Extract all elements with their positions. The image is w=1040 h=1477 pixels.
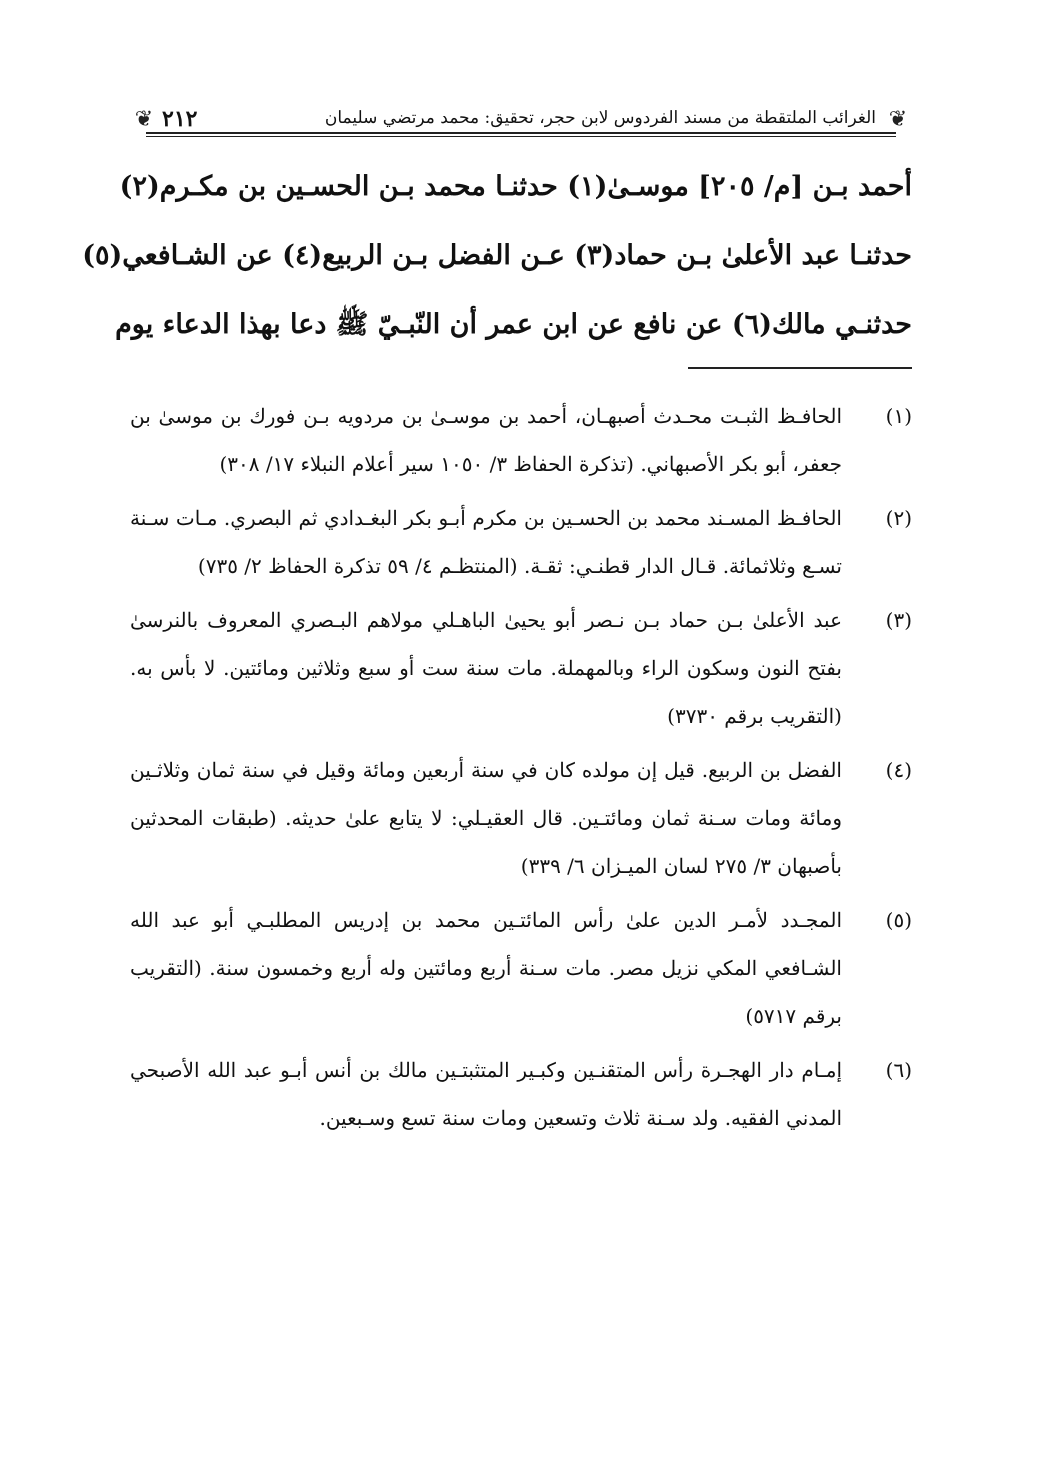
- footnote-text: الحافـظ المسـند محمد بن الحسـين بن مكرم أبـو بكر البغـدادي ثم البصري. مـات سـنة تسـع وثلاثمائة. قـال الدار قطنـي: ثقـة. (المنتظـم ٤/ ٥٩ تذكرة الحفاظ ٢/ ٧٣٥): [130, 506, 842, 578]
- footnote-divider: [688, 367, 912, 369]
- running-title: الغرائب الملتقطة من مسند الفردوس لابن حجر، تحقيق: محمد مرتضي سليمان: [324, 108, 876, 128]
- footnote-text: المجـدد لأمـر الدين علىٰ رأس المائتـين محمد بن إدريس المطلبـي أبو عبد الله الشـافعي المكي نزيل مصر. مات سـنة أربع ومائتين وله أربع وخمسون سنة. (التقريب برقم ٥٧١٧): [130, 908, 842, 1028]
- footnote-number: (٦): [885, 1058, 912, 1082]
- footnote-text: الحافـظ الثبـت محـدث أصبهـان، أحمد بن موسـىٰ بن مردويه بـن فورك بن موسىٰ بن جعفر، أبو بكر الأصبهاني. (تذكرة الحفاظ ٣/ ١٠٥٠ سير أعلام النبلاء ١٧/ ٣٠٨): [130, 404, 842, 476]
- running-header: [130, 102, 912, 140]
- footnote: [130, 494, 912, 590]
- footnote-number: (٤): [885, 758, 912, 782]
- footnote: [130, 596, 912, 740]
- main-text: [82, 152, 912, 359]
- floral-ornament-icon: ❦: [888, 107, 908, 132]
- footnote: [130, 896, 912, 1040]
- main-text-line: حدثنـا عبد الأعلىٰ بـن حماد(٣) عـن الفضل بـن الربيع(٤) عن الشـافعي(٥): [82, 240, 912, 271]
- footnotes: [130, 392, 912, 1148]
- main-text-line: أحمد بـن [م/ ٢٠٥] موسـىٰ(١) حدثنـا محمد بـن الحسـين بن مكـرم(٢): [119, 171, 912, 202]
- header-rule-thin: [146, 136, 896, 137]
- header-rule: [146, 132, 896, 134]
- floral-ornament-icon: ❦: [134, 107, 154, 132]
- footnote-text: عبد الأعلىٰ بـن حماد بـن نـصر أبو يحيىٰ الباهـلي مولاهم البـصري المعروف بالنرسىٰ بفتح النون وسكون الراء وبالمهملة. مات سنة ست أو سبع وثلاثين ومائتين. لا بأس به. (التقريب برقم ٣٧٣٠): [130, 608, 842, 728]
- footnote: [130, 1046, 912, 1142]
- page-number: ٢١٢: [162, 106, 198, 132]
- footnote-text: إمـام دار الهجـرة رأس المتقنـين وكبـير المتثبتـين مالك بن أنس أبـو عبد الله الأصبحي المدني الفقيه. ولد سـنة ثلاث وتسعين ومات سنة تسع وسـبعين.: [130, 1058, 842, 1130]
- footnote-number: (٣): [885, 608, 912, 632]
- footnote-number: (١): [885, 404, 912, 428]
- main-text-line: حدثنـي مالك(٦) عن نافع عن ابن عمر أن النّبـيّ ﷺ دعا بهذا الدعاء يوم: [115, 309, 912, 340]
- footnote: [130, 392, 912, 488]
- footnote: [130, 746, 912, 890]
- footnote-number: (٢): [885, 506, 912, 530]
- footnote-text: الفضل بن الربيع. قيل إن مولده كان في سنة أربعين ومائة وقيل في سنة ثمان وثلاثـين ومائة ومات سـنة ثمان ومائتـين. قال العقيـلي: لا يتابع علىٰ حديثه. (طبقات المحدثين بأصبهان ٣/ ٢٧٥ لسان الميـزان ٦/ ٣٣٩): [130, 758, 842, 878]
- footnote-number: (٥): [885, 908, 912, 932]
